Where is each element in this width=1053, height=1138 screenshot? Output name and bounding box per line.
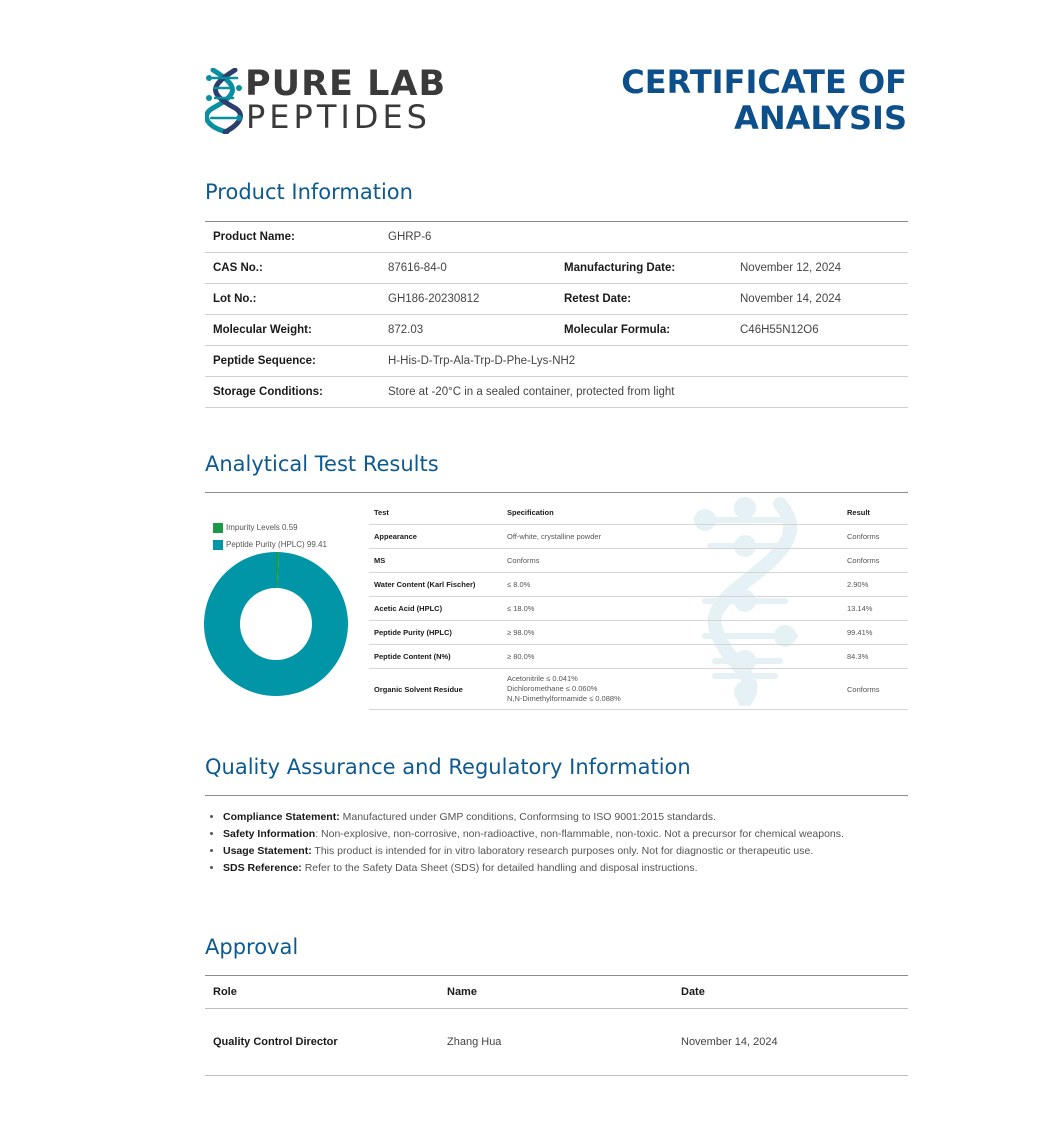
retest-label: Retest Date: [556,284,732,315]
qa-item-text: : Non-explosive, non-corrosive, non-radioactive, non-flammable, non-toxic. Not a precursor for chemical weapons. [315,828,844,840]
spec-line: Acetonitrile ≤ 0.041% [507,674,578,683]
lot-value: GH186-20230812 [380,284,556,315]
mfg-date-label: Manufacturing Date: [556,253,732,284]
list-item [223,826,933,843]
test-spec: ≤ 18.0% [502,597,842,621]
test-spec: ≤ 8.0% [502,573,842,597]
dna-helix-icon [205,68,243,134]
table-row [205,346,908,377]
list-item [223,860,933,877]
col-role: Role [205,976,439,1009]
test-name: MS [369,549,502,573]
title-line1: CERTIFICATE OF [621,63,907,101]
legend-swatch [213,523,223,533]
test-results-table [369,500,908,710]
document-title [621,64,907,136]
cas-value: 87616-84-0 [380,253,556,284]
chart-legend [213,519,327,553]
test-name: Acetic Acid (HPLC) [369,597,502,621]
test-result: 84.3% [842,645,908,669]
test-name: Peptide Purity (HPLC) [369,621,502,645]
storage-label: Storage Conditions: [205,377,380,408]
test-spec: ≥ 80.0% [502,645,842,669]
test-name: Peptide Content (N%) [369,645,502,669]
approval-heading: Approval [205,935,299,959]
formula-label: Molecular Formula: [556,315,732,346]
qa-item-text: Manufactured under GMP conditions, Conformsing to ISO 9001:2015 standards. [339,811,716,823]
table-row [369,573,908,597]
qa-item-label: SDS Reference: [223,862,302,874]
table-row [369,621,908,645]
product-name-label: Product Name: [205,222,380,253]
logo-text-line2: PEPTIDES [246,98,431,136]
mfg-date-value: November 12, 2024 [732,253,908,284]
table-row [369,525,908,549]
table-row [205,222,908,253]
qa-heading: Quality Assurance and Regulatory Information [205,755,691,779]
spec-line: Dichloromethane ≤ 0.060% [507,684,598,693]
qa-item-label: Compliance Statement: [223,811,340,823]
col-test: Test [369,500,502,525]
table-row [205,377,908,408]
approval-date: November 14, 2024 [673,1009,908,1076]
test-result: 99.41% [842,621,908,645]
logo-text-line1: PURE LAB [245,64,447,104]
test-name: Water Content (Karl Fischer) [369,573,502,597]
formula-value: C46H55N12O6 [732,315,908,346]
col-result: Result [842,500,908,525]
col-name: Name [439,976,673,1009]
list-item [223,843,933,860]
analytical-rule [205,492,908,493]
mw-value: 872.03 [380,315,556,346]
table-header-row [369,500,908,525]
legend-label: Peptide Purity (HPLC) 99.41 [226,540,327,549]
list-item [223,809,933,826]
test-spec [502,669,842,710]
test-spec: Conforms [502,549,842,573]
qa-rule [205,795,908,796]
table-row [369,645,908,669]
col-date: Date [673,976,908,1009]
analytical-heading: Analytical Test Results [205,452,439,476]
test-result: 2.90% [842,573,908,597]
donut-slice-purity [204,552,348,696]
cas-label: CAS No.: [205,253,380,284]
qa-item-text: This product is intended for in vitro laboratory research purposes only. Not for diagnostic or therapeutic use. [311,845,814,857]
legend-item [213,519,327,536]
test-result: Conforms [842,525,908,549]
test-spec: ≥ 98.0% [502,621,842,645]
title-line2: ANALYSIS [734,99,907,137]
sequence-value: H-His-D-Trp-Ala-Trp-D-Phe-Lys-NH2 [380,346,908,377]
table-row [205,284,908,315]
product-info-table [205,222,908,408]
mw-label: Molecular Weight: [205,315,380,346]
table-row [205,1009,908,1076]
table-row [369,549,908,573]
test-name: Appearance [369,525,502,549]
table-row [369,669,908,710]
table-row [369,597,908,621]
qa-item-label: Usage Statement: [223,845,312,857]
legend-swatch [213,540,223,550]
company-logo [205,66,445,136]
qa-item-text: Refer to the Safety Data Sheet (SDS) for detailed handling and disposal instructions. [301,862,698,874]
sequence-label: Peptide Sequence: [205,346,380,377]
test-name: Organic Solvent Residue [369,669,502,710]
test-spec: Off-white, crystalline powder [502,525,842,549]
qa-item-label: Safety Information [223,828,316,840]
table-row [205,253,908,284]
col-specification: Specification [502,500,842,525]
approver-name: Zhang Hua [439,1009,673,1076]
legend-label: Impurity Levels 0.59 [226,523,298,532]
qa-list [205,809,933,877]
purity-donut-chart [203,551,349,697]
retest-value: November 14, 2024 [732,284,908,315]
test-result: Conforms [842,669,908,710]
product-name-value: GHRP-6 [380,222,908,253]
lot-label: Lot No.: [205,284,380,315]
table-row [205,315,908,346]
storage-value: Store at -20°C in a sealed container, protected from light [380,377,908,408]
product-info-heading: Product Information [205,180,413,204]
approval-table [205,976,908,1076]
test-result: Conforms [842,549,908,573]
test-result: 13.14% [842,597,908,621]
table-header-row [205,976,908,1009]
approver-role: Quality Control Director [205,1009,439,1076]
spec-line: N,N-Dimethylformamide ≤ 0.088% [507,694,621,703]
